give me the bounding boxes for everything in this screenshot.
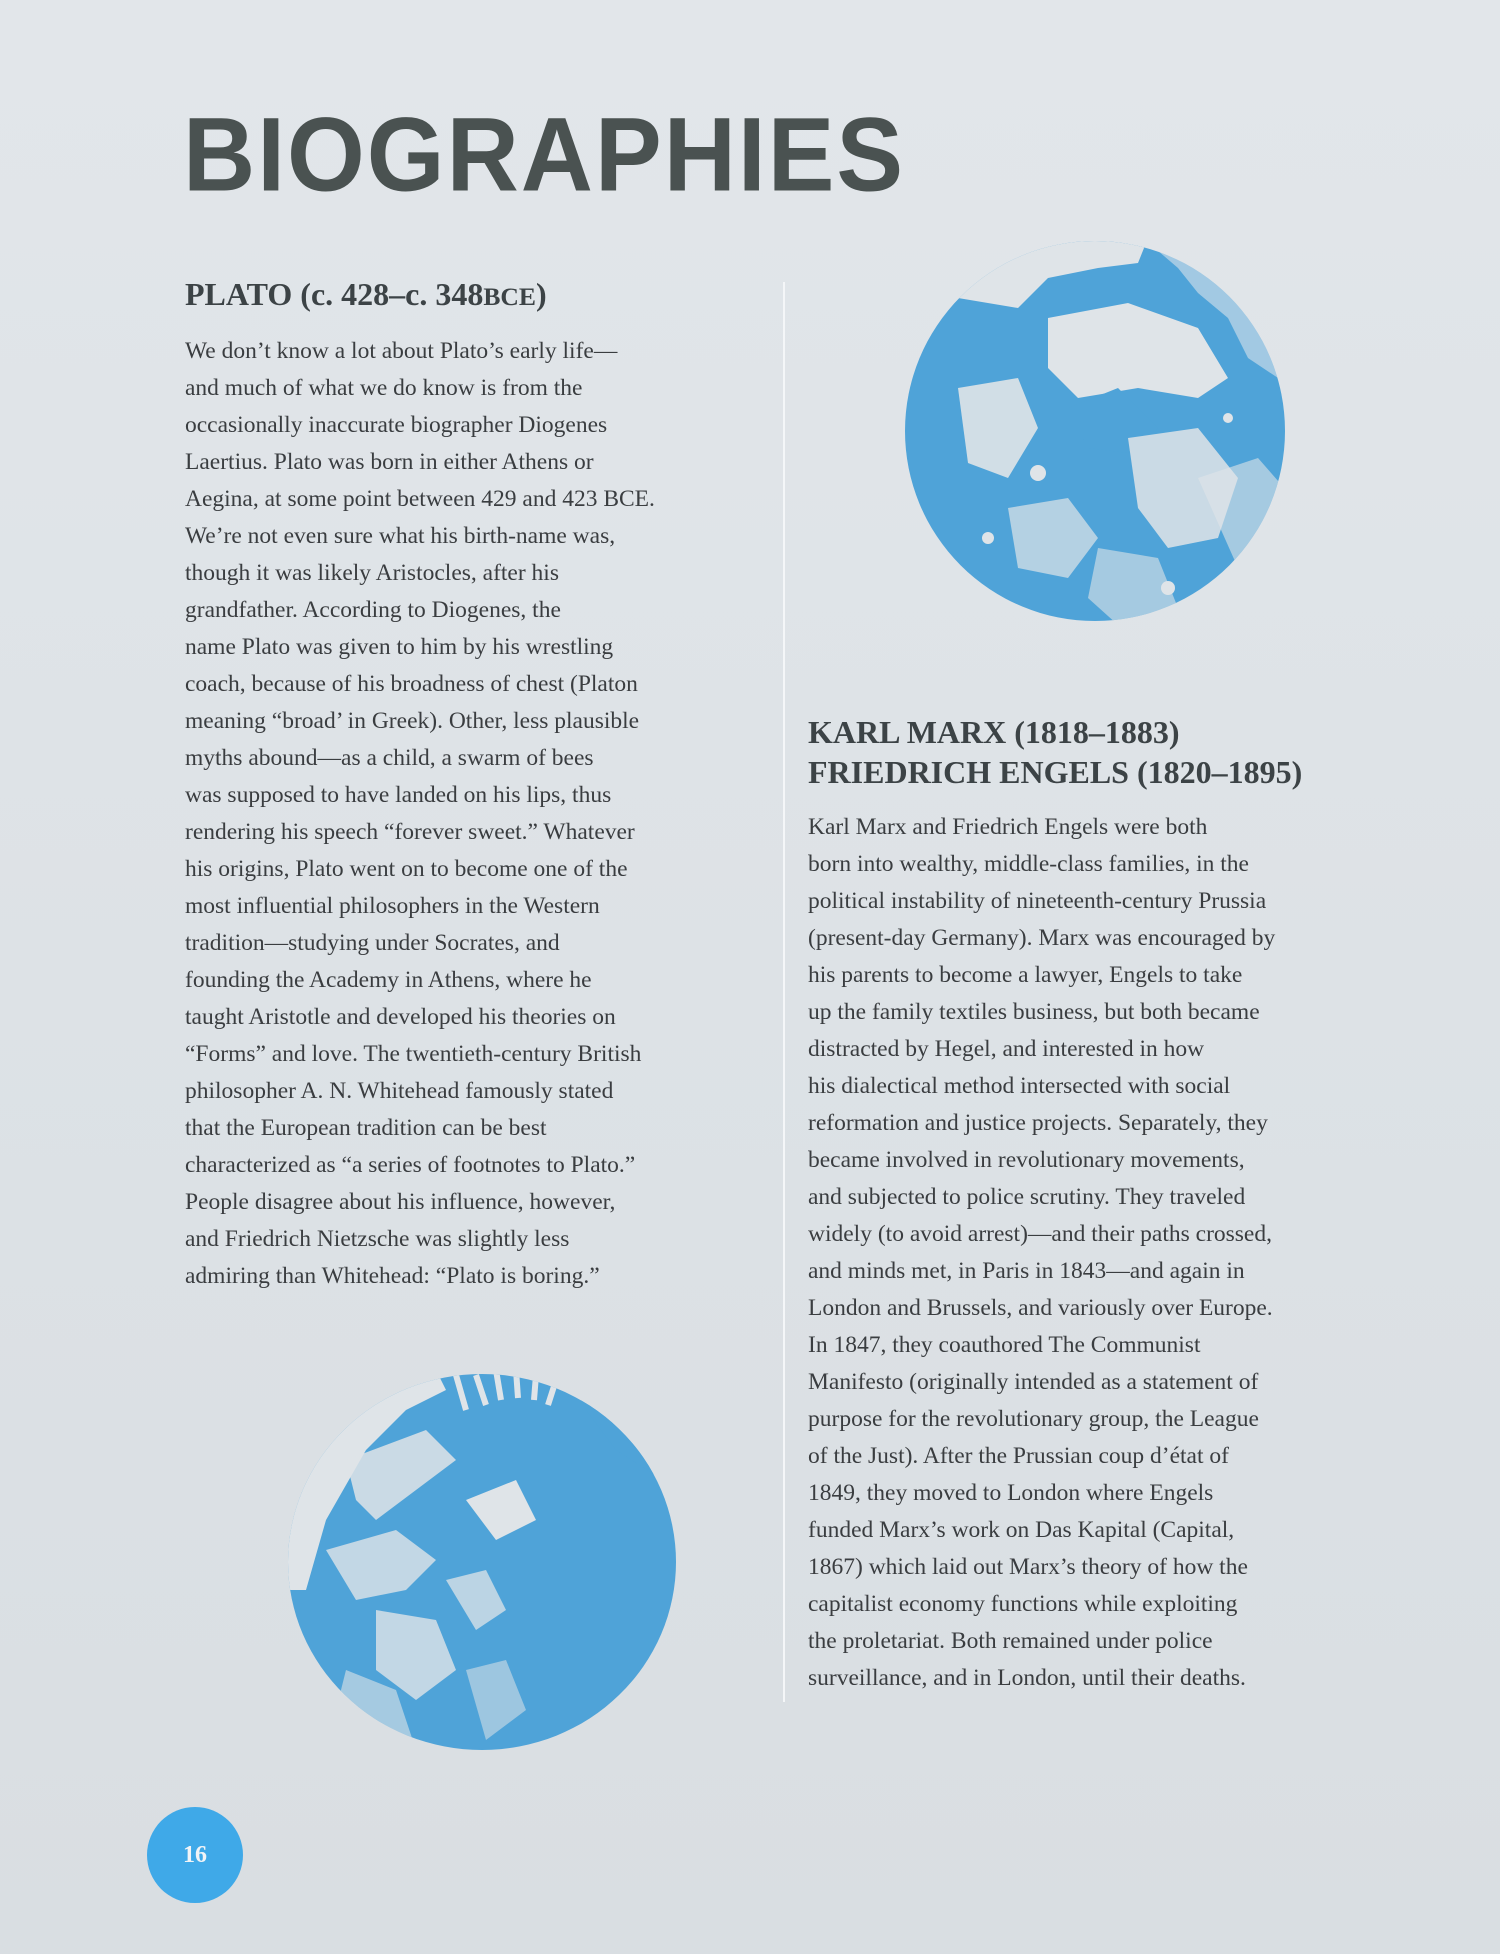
plato-line: name Plato was given to him by his wrestling (185, 634, 614, 660)
plato-line: was supposed to have landed on his lips, thus (185, 782, 612, 808)
marx-line: political instability of nineteenth-century Prussia (808, 888, 1267, 914)
marx-line: (present-day Germany). Marx was encouraged by (808, 925, 1276, 951)
plato-line: grandfather. According to Diogenes, the (185, 597, 561, 623)
marx-line: up the family textiles business, but both became (808, 999, 1260, 1025)
page-number-badge: 16 (147, 1807, 243, 1903)
plato-line: rendering his speech “forever sweet.” Whatever (185, 819, 635, 845)
marx-line: In 1847, they coauthored The Communist (808, 1332, 1201, 1358)
marx-line: his dialectical method intersected with social (808, 1073, 1231, 1099)
plato-line: his origins, Plato went on to become one of the (185, 856, 628, 882)
plato-biography (185, 333, 765, 1295)
marx-line: born into wealthy, middle-class families, in the (808, 851, 1249, 877)
marx-line: of the Just). After the Prussian coup d’état of (808, 1443, 1229, 1469)
plato-heading-main: PLATO (c. 428–c. 348 (185, 276, 484, 312)
plato-heading-close: ) (535, 276, 547, 312)
marx-line: Manifesto (originally intended as a statement of (808, 1369, 1259, 1395)
marx-line: surveillance, and in London, until their deaths. (808, 1665, 1246, 1691)
marx-line: capitalist economy functions while exploiting (808, 1591, 1238, 1617)
plato-line: that the European tradition can be best (185, 1115, 547, 1141)
engels-heading-line: FRIEDRICH ENGELS (1820–1895) (808, 754, 1303, 790)
plato-line: occasionally inaccurate biographer Diogenes (185, 412, 608, 438)
marx-line: reformation and justice projects. Separately, they (808, 1110, 1268, 1136)
marx-line: and minds met, in Paris in 1843—and again in (808, 1258, 1245, 1284)
plato-line: meaning “broad’ in Greek). Other, less plausible (185, 708, 640, 734)
marx-heading-line: KARL MARX (1818–1883) (808, 714, 1180, 750)
column-divider (783, 282, 785, 1702)
plato-line: tradition—studying under Socrates, and (185, 930, 560, 956)
plato-line: “Forms” and love. The twentieth-century British (185, 1041, 642, 1067)
marx-line: became involved in revolutionary movements, (808, 1147, 1245, 1173)
plato-line: founding the Academy in Athens, where he (185, 967, 592, 993)
marx-line: purpose for the revolutionary group, the League (808, 1406, 1259, 1432)
plato-line: admiring than Whitehead: “Plato is boring.” (185, 1263, 600, 1289)
marx-line: widely (to avoid arrest)—and their paths crossed, (808, 1221, 1272, 1247)
marx-line: 1867) which laid out Marx’s theory of how the (808, 1554, 1248, 1580)
plato-line: We don’t know a lot about Plato’s early life— (185, 338, 618, 364)
marx-line: 1849, they moved to London where Engels (808, 1480, 1214, 1506)
plato-line: most influential philosophers in the Western (185, 893, 600, 919)
marx-engels-biography (808, 809, 1398, 1697)
plato-portrait-illustration (286, 1370, 678, 1750)
marx-line: funded Marx’s work on Das Kapital (Capital, (808, 1517, 1235, 1543)
plato-line: and Friedrich Nietzsche was slightly less (185, 1226, 570, 1252)
marx-portrait-illustration (898, 238, 1293, 625)
plato-heading (185, 276, 547, 313)
plato-line: though it was likely Aristocles, after his (185, 560, 559, 586)
plato-line: characterized as “a series of footnotes to Plato.” (185, 1152, 636, 1178)
plato-line: Aegina, at some point between 429 and 423 BCE. (185, 486, 655, 512)
plato-line: We’re not even sure what his birth-name was, (185, 523, 616, 549)
marx-line: his parents to become a lawyer, Engels to take (808, 962, 1243, 988)
plato-line: myths abound—as a child, a swarm of bees (185, 745, 594, 771)
marx-line: London and Brussels, and variously over Europe. (808, 1295, 1273, 1321)
plato-line: taught Aristotle and developed his theories on (185, 1004, 616, 1030)
plato-line: and much of what we do know is from the (185, 375, 583, 401)
plato-line: coach, because of his broadness of chest (Platon (185, 671, 638, 697)
plato-line: philosopher A. N. Whitehead famously stated (185, 1078, 614, 1104)
page-title: BIOGRAPHIES (183, 96, 906, 214)
plato-heading-era: BCE (483, 282, 536, 311)
marx-line: Karl Marx and Friedrich Engels were both (808, 814, 1208, 840)
marx-line: the proletariat. Both remained under police (808, 1628, 1213, 1654)
marx-line: distracted by Hegel, and interested in how (808, 1036, 1205, 1062)
plato-line: Laertius. Plato was born in either Athens or (185, 449, 594, 475)
marx-line: and subjected to police scrutiny. They traveled (808, 1184, 1246, 1210)
plato-line: People disagree about his influence, however, (185, 1189, 616, 1215)
marx-engels-heading (808, 712, 1302, 792)
